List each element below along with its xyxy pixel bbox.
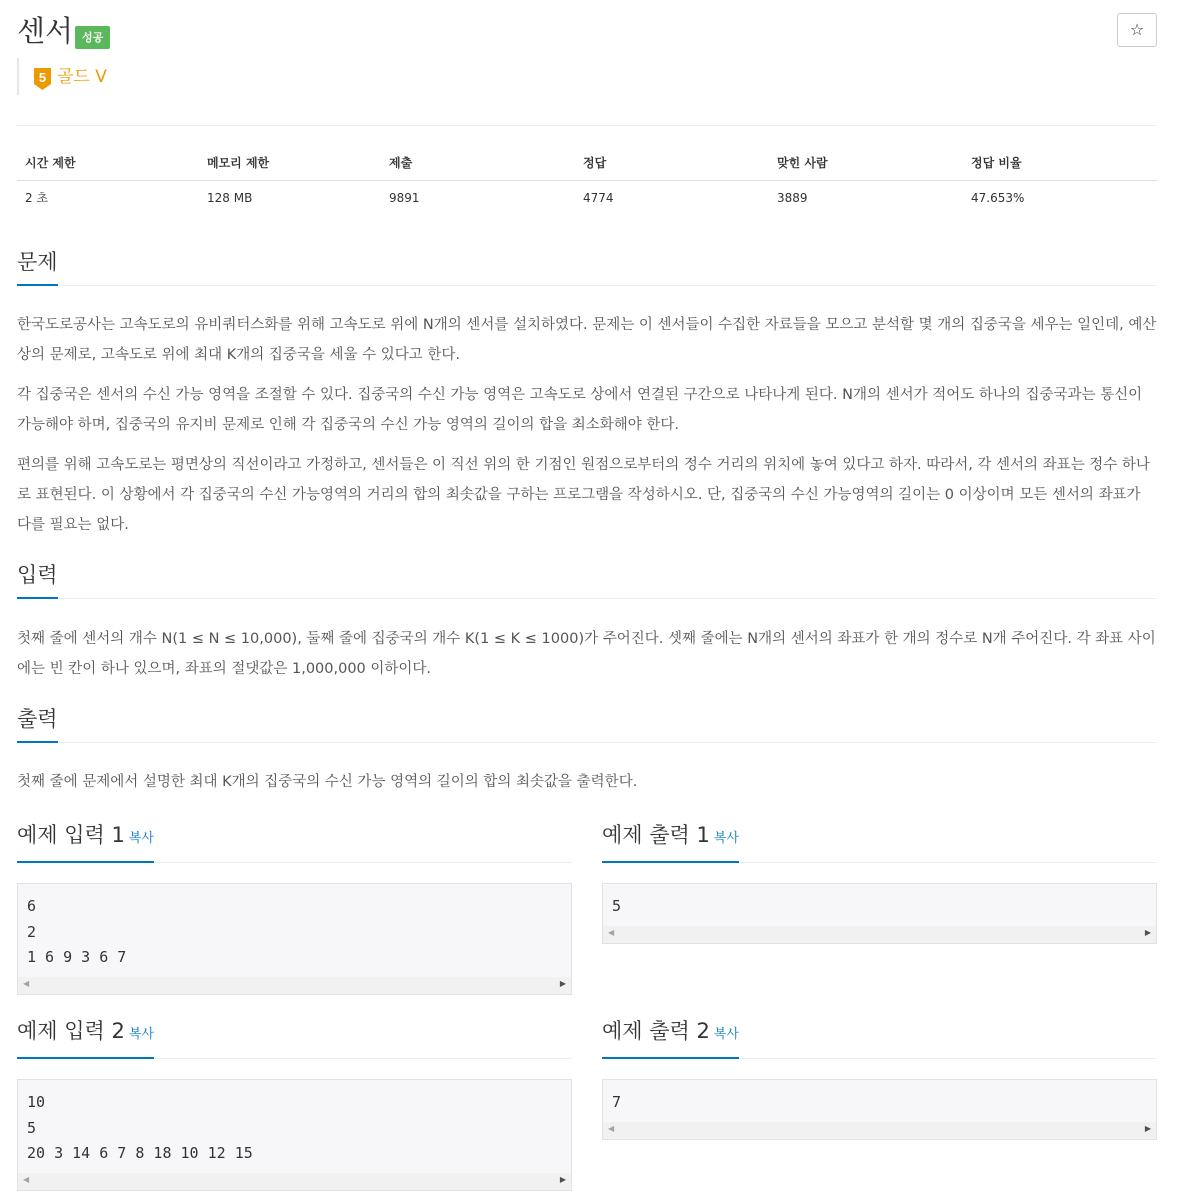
sample-input-1-heading (17, 821, 572, 863)
horizontal-scrollbar[interactable] (18, 977, 571, 994)
output-heading (17, 705, 1157, 743)
output-title: 출력 (17, 705, 58, 743)
sample-output-1-title: 예제 출력 1 (602, 823, 710, 847)
accepted-value: 4774 (583, 190, 614, 205)
sample-output-2-heading (602, 1017, 1157, 1059)
header-memory-limit: 메모리 제한 (199, 145, 381, 180)
sample-input-1-box[interactable] (17, 883, 572, 995)
horizontal-scrollbar[interactable] (18, 1173, 571, 1190)
header-accepted: 정답 (575, 145, 769, 180)
sample-input-2-box[interactable] (17, 1079, 572, 1191)
scroll-left-icon[interactable]: ◀ (608, 927, 615, 937)
star-icon: ☆ (1129, 20, 1145, 39)
scroll-right-icon[interactable]: ▶ (1144, 1123, 1151, 1133)
horizontal-scrollbar[interactable] (603, 926, 1156, 943)
description-paragraph-2: 각 집중국은 센서의 수신 가능 영역을 조절할 수 있다. 집중국의 수신 가능 영역은 고속도로 상에서 연결된 구간으로 나타나게 된다. N개의 센서가 적어도 하나의 집중국과는 통신이 가능해야 하며, 집중국의 유지비 문제로 인해 각 집중국의 수신 가능 영역의 길이의 합을 최소화해야 한다. (17, 387, 1143, 433)
copy-button[interactable]: 복사 (713, 831, 739, 846)
input-description: 첫째 줄에 센서의 개수 N(1 ≤ N ≤ 10,000), 둘째 줄에 집중국의 개수 K(1 ≤ K ≤ 1000)가 주어진다. 셋째 줄에는 N개의 센서의 좌표가 한 개의 정수로 N개 주어진다. 각 좌표 사이에는 빈 칸이 하나 있으며, 좌표의 절댓값은 1,000,000 이하이다. (17, 631, 1156, 677)
accept-rate-value: 47.653% (971, 190, 1025, 205)
horizontal-scrollbar[interactable] (603, 1122, 1156, 1139)
sample-input-1-title: 예제 입력 1 (17, 823, 125, 847)
solvers-value: 3889 (777, 190, 808, 205)
header-solvers: 맞힌 사람 (769, 145, 963, 180)
header-accept-rate: 정답 비율 (963, 145, 1157, 180)
input-heading (17, 561, 1157, 599)
scroll-right-icon[interactable]: ▶ (559, 978, 566, 988)
scroll-right-icon[interactable]: ▶ (559, 1174, 566, 1184)
tier-number: 5 (38, 70, 47, 85)
sample-input-2-heading (17, 1017, 572, 1059)
scroll-left-icon[interactable]: ◀ (608, 1123, 615, 1133)
sample-output-1-heading (602, 821, 1157, 863)
description-paragraph-3: 편의를 위해 고속도로는 평면상의 직선이라고 가정하고, 센서들은 이 직선 위의 한 기점인 원점으로부터의 정수 거리의 위치에 놓여 있다고 하자. 따라서, 각 센서의 좌표는 정수 하나로 표현된다. 이 상황에서 각 집중국의 수신 가능영역의 거리의 합의 최솟값을 구하는 프로그램을 작성하시오. 단, 집중국의 수신 가능영역의 길이는 0 이상이며 모든 센서의 좌표가 다를 필요는 없다. (17, 457, 1150, 533)
output-description: 첫째 줄에 문제에서 설명한 최대 K개의 집중국의 수신 가능 영역의 길이의 합의 최솟값을 출력한다. (17, 774, 638, 790)
info-header-row (17, 145, 1157, 180)
tier-block (17, 58, 107, 95)
status-badge: 성공 (75, 26, 110, 49)
input-title: 입력 (17, 561, 58, 599)
problem-header (17, 12, 1157, 52)
tier-label[interactable]: 골드 V (57, 67, 107, 87)
description-paragraph-1: 한국도로공사는 고속도로의 유비쿼터스화를 위해 고속도로 위에 N개의 센서를 설치하였다. 문제는 이 센서들이 수집한 자료들을 모으고 분석할 몇 개의 집중국을 세우는 일인데, 예산상의 문제로, 고속도로 위에 최대 K개의 집중국을 세울 수 있다고 한다. (17, 317, 1157, 363)
sample-output-1-code: 5 (612, 897, 622, 915)
sample-output-1-box[interactable] (602, 883, 1157, 944)
copy-button[interactable]: 복사 (713, 1027, 739, 1042)
header-time-limit: 시간 제한 (17, 145, 199, 180)
scroll-left-icon[interactable]: ◀ (23, 978, 30, 988)
sample-input-2-code: 10 5 20 3 14 6 7 8 18 10 12 15 (27, 1093, 253, 1162)
copy-button[interactable]: 복사 (128, 1027, 154, 1042)
problem-info-table (17, 145, 1157, 215)
description-heading (17, 248, 1157, 286)
sample-input-1-code: 6 2 1 6 9 3 6 7 (27, 897, 127, 966)
tier-icon (34, 68, 51, 90)
scroll-left-icon[interactable]: ◀ (23, 1174, 30, 1184)
memory-limit-value: 128 MB (207, 190, 253, 205)
divider (17, 125, 1157, 126)
star-button[interactable] (1117, 13, 1157, 47)
sample-output-2-title: 예제 출력 2 (602, 1019, 710, 1043)
submissions-value: 9891 (389, 190, 420, 205)
sample-output-2-box[interactable] (602, 1079, 1157, 1140)
time-limit-value: 2 초 (25, 191, 49, 206)
sample-input-2-title: 예제 입력 2 (17, 1019, 125, 1043)
scroll-right-icon[interactable]: ▶ (1144, 927, 1151, 937)
description-title: 문제 (17, 248, 58, 286)
table-row (17, 180, 1157, 215)
sample-output-2-code: 7 (612, 1093, 622, 1111)
copy-button[interactable]: 복사 (128, 831, 154, 846)
header-submissions: 제출 (381, 145, 575, 180)
page-title: 센서 (17, 14, 74, 48)
